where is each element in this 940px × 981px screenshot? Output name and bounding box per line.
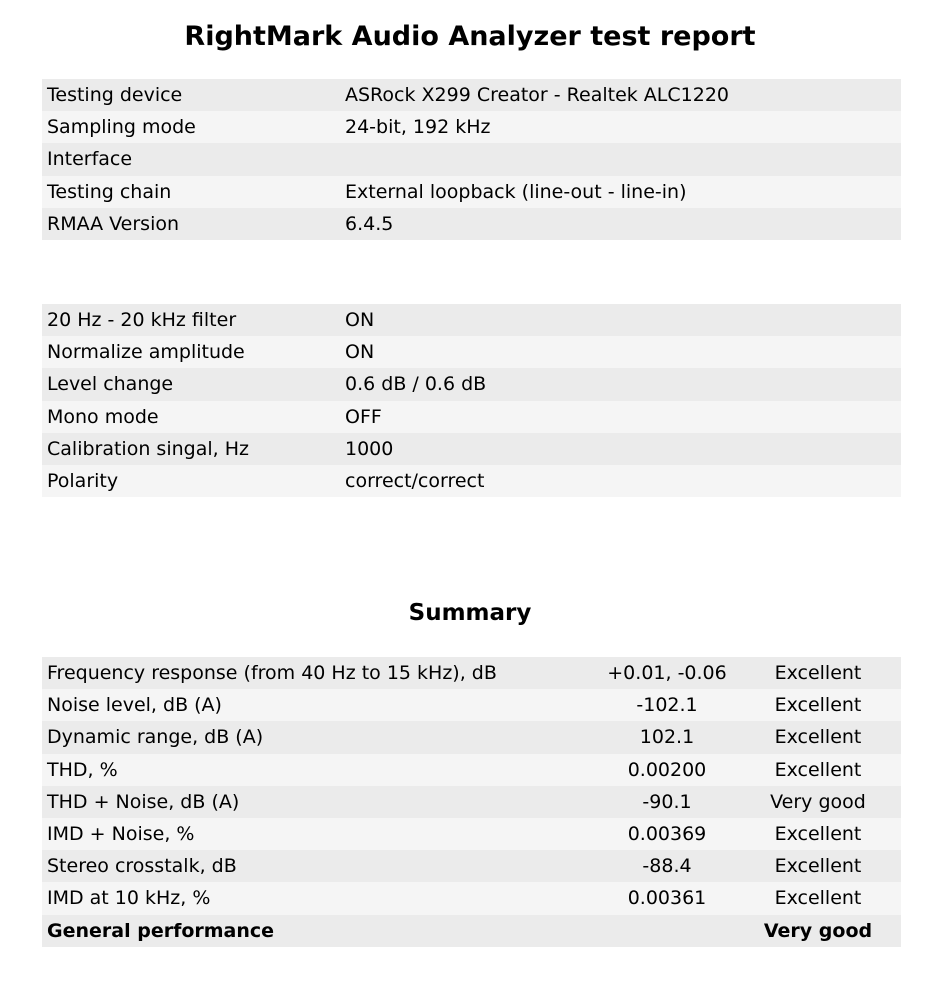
info-value: 24-bit, 192 kHz <box>345 116 491 139</box>
metric-label: IMD + Noise, % <box>47 823 195 846</box>
general-performance-rating: Very good <box>763 919 873 942</box>
table-row <box>42 336 901 368</box>
table-row <box>42 465 901 497</box>
setting-label: Level change <box>47 373 174 396</box>
table-row <box>42 401 901 433</box>
summary-heading: Summary <box>408 600 532 626</box>
metric-value: -90.1 <box>642 790 692 813</box>
metric-rating: Excellent <box>774 694 862 717</box>
metric-value: +0.01, -0.06 <box>607 662 727 685</box>
info-value <box>340 143 901 175</box>
setting-label: Normalize amplitude <box>47 341 245 364</box>
table-row <box>42 850 901 882</box>
setting-label: Mono mode <box>47 405 159 428</box>
table-row <box>42 111 901 143</box>
metric-value: 0.00200 <box>627 758 707 781</box>
table-row <box>42 208 901 240</box>
setting-value: 0.6 dB / 0.6 dB <box>345 373 487 396</box>
table-row <box>42 143 901 175</box>
table-row <box>42 433 901 465</box>
table-row <box>42 786 901 818</box>
metric-rating: Very good <box>770 790 866 813</box>
setting-label: 20 Hz - 20 kHz filter <box>47 309 237 332</box>
metric-label: Stereo crosstalk, dB <box>47 855 237 878</box>
table-row <box>42 368 901 400</box>
info-value: 6.4.5 <box>345 212 394 235</box>
metric-value: 102.1 <box>639 726 695 749</box>
table-row <box>42 79 901 111</box>
metric-label: THD, % <box>47 758 118 781</box>
table-row <box>42 176 901 208</box>
table-row <box>42 304 901 336</box>
summary-table <box>42 657 901 947</box>
metric-rating: Excellent <box>774 823 862 846</box>
metric-label: Noise level, dB (A) <box>47 694 222 717</box>
metric-label: Dynamic range, dB (A) <box>47 726 264 749</box>
setting-value: 1000 <box>345 437 394 460</box>
report-title: RightMark Audio Analyzer test report <box>184 21 756 52</box>
info-label: RMAA Version <box>47 212 180 235</box>
table-row <box>42 657 901 689</box>
table-row <box>42 689 901 721</box>
metric-rating: Excellent <box>774 855 862 878</box>
info-value: External loopback (line-out - line-in) <box>345 180 687 203</box>
setting-label: Calibration singal, Hz <box>47 437 249 460</box>
setting-value: ON <box>345 341 375 364</box>
device-info-table <box>42 79 901 240</box>
metric-value: 0.00369 <box>627 823 707 846</box>
setting-value: correct/correct <box>345 470 485 493</box>
general-performance-row <box>42 915 901 947</box>
table-row <box>42 882 901 914</box>
info-label: Testing device <box>47 84 183 107</box>
metric-label: Frequency response (from 40 Hz to 15 kHz), dB <box>47 662 497 685</box>
setting-value: OFF <box>345 405 382 428</box>
metric-value: -88.4 <box>642 855 692 878</box>
table-row <box>42 721 901 753</box>
metric-rating: Excellent <box>774 887 862 910</box>
general-performance-value <box>587 915 747 947</box>
metric-label: IMD at 10 kHz, % <box>47 887 211 910</box>
table-row <box>42 818 901 850</box>
table-row <box>42 754 901 786</box>
info-value: ASRock X299 Creator - Realtek ALC1220 <box>345 84 729 107</box>
metric-label: THD + Noise, dB (A) <box>47 790 240 813</box>
setting-label: Polarity <box>47 470 119 493</box>
info-label: Interface <box>47 148 133 171</box>
info-label: Testing chain <box>47 180 172 203</box>
general-performance-label: General performance <box>47 919 275 942</box>
metric-value: 0.00361 <box>627 887 707 910</box>
metric-rating: Excellent <box>774 726 862 749</box>
metric-rating: Excellent <box>774 662 862 685</box>
info-label: Sampling mode <box>47 116 196 139</box>
test-settings-table <box>42 304 901 497</box>
setting-value: ON <box>345 309 375 332</box>
metric-rating: Excellent <box>774 758 862 781</box>
metric-value: -102.1 <box>636 694 698 717</box>
